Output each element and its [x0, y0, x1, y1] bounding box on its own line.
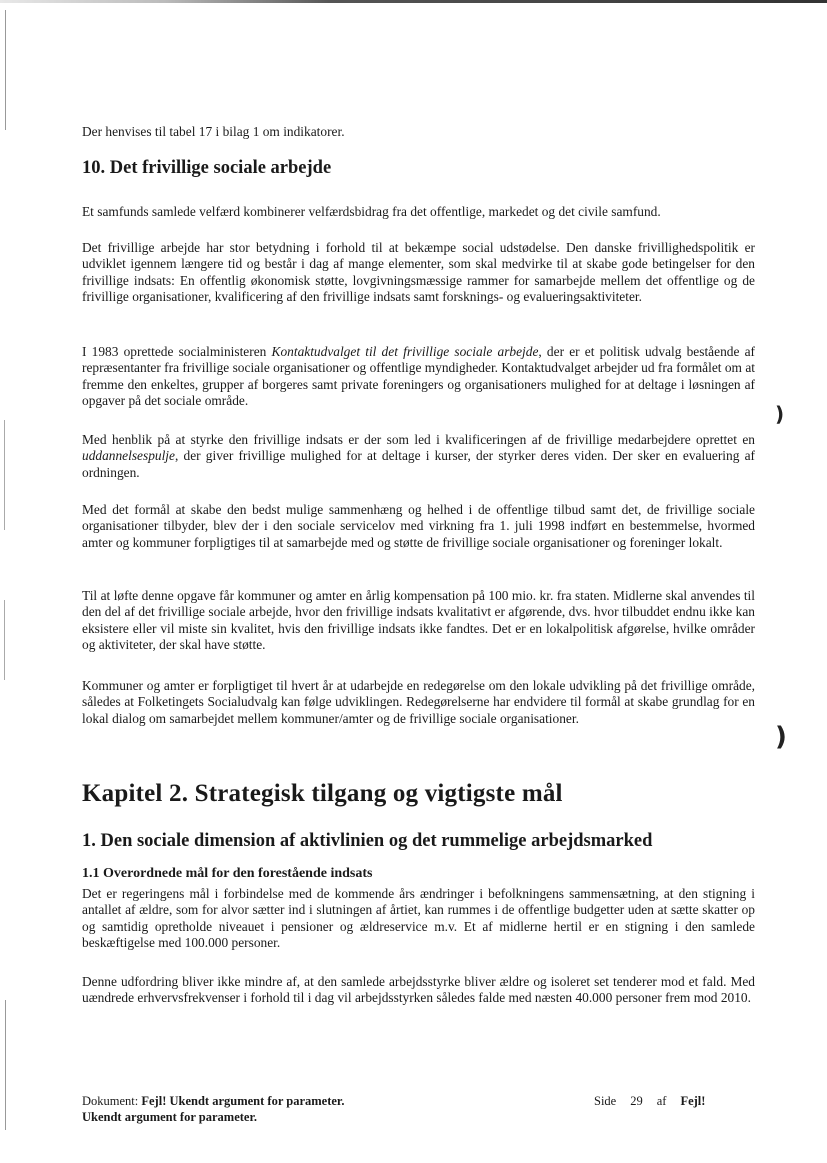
scan-mark-left	[4, 600, 5, 680]
paragraph: Til at løfte denne opgave får kommuner og amter en årlig kompensation på 100 mio. kr. fra staten. Midlerne skal anvendes til den del af det frivillige sociale arbejde, hvor den frivillige indsats kvalitativt er afgørende, dvs. hvor tilbuddet endnu ikke kan eksistere eller vil miste sin kvalitet, hvis den frivillige indsats ikke fandtes. Det er en lokalpolitisk afgørelse, hvilke områder og aktiviteter, der skal have støtte.	[82, 588, 755, 653]
paragraph: Kommuner og amter er forpligtiget til hvert år at udarbejde en redegørelse om den lokale udvikling på det frivillige område, således at Folketingets Socialudvalg kan følge udviklingen. Redegørelserne har endvidere til formål at skabe grundlag for en lokal dialog om samarbejdet mellem kommuner/amter og de frivillige sociale organisationer.	[82, 678, 755, 726]
subsection-heading: 1. Den sociale dimension af aktivlinien og det rummelige arbejdsmarked	[82, 831, 653, 851]
margin-bracket-mark: )	[775, 722, 787, 752]
footer-af-label: af	[656, 1094, 667, 1108]
margin-bracket-mark: )	[775, 402, 785, 426]
footer-document-info	[82, 1093, 502, 1125]
footer-total-error: Fejl!	[680, 1094, 706, 1108]
scan-mark-left	[5, 1000, 6, 1130]
italic-term: uddannelsespulje	[82, 448, 175, 464]
text-run: , der er et politisk udvalg bestående af repræsentanter fra frivillige sociale organisationer og offentlige myndigheder. Kontaktudvalget arbejder ud fra formålet om at fremme den enkeltes, grupper af borgeres samt private foreningers og organisationers mulighed for at deltage i løsningen af opgaver på det sociale område.	[82, 344, 755, 409]
paragraph: Det frivillige arbejde har stor betydning i forhold til at bekæmpe social udstødelse. Den danske frivillighedspolitik er udviklet igennem længere tid og består i dag af mange elementer, som skal medvirke til at skabe gode betingelser for den frivillige indsats: En offentlig økonomisk støtte, lovgivningsmæssige rammer for samarbejde mellem det offentlige og de frivillige organisationer, kvalificering af den frivillige indsats samt forsknings- og evalueringsaktiviteter.	[82, 240, 755, 305]
text-run: , der giver frivillige mulighed for at deltage i kurser, der styrker deres viden. Der sker en evaluering af ordningen.	[82, 448, 755, 480]
footer-doc-error-continued: Ukendt argument for parameter.	[82, 1110, 257, 1124]
paragraph: Denne udfordring bliver ikke mindre af, at den samlede arbejdsstyrke bliver ældre og isoleret set tenderer mod et fald. Med uændrede erhvervsfrekvenser i forhold til i dag vil arbejdsstyrken således falde med næsten 40.000 personer frem mod 2010.	[82, 974, 755, 1006]
footer-page-info	[594, 1093, 705, 1109]
footer-doc-error: Fejl! Ukendt argument for parameter.	[141, 1094, 345, 1108]
footer-side-label: Side	[594, 1094, 617, 1108]
paragraph	[82, 432, 755, 481]
paragraph: Et samfunds samlede velfærd kombinerer velfærdsbidrag fra det offentlige, markedet og det civile samfund.	[82, 204, 661, 219]
chapter-heading: Kapitel 2. Strategisk tilgang og vigtigste mål	[82, 780, 563, 807]
intro-paragraph: Der henvises til tabel 17 i bilag 1 om indikatorer.	[82, 124, 345, 139]
text-run: Med henblik på at styrke den frivillige indsats er der som led i kvalificeringen af de frivillige medarbejdere oprettet en	[82, 432, 755, 447]
section-heading: 10. Det frivillige sociale arbejde	[82, 158, 332, 178]
paragraph: Med det formål at skabe den bedst mulige sammenhæng og helhed i de offentlige tilbud samt det, de frivillige sociale organisationer tilbyder, blev der i den sociale servicelov med virkning fra 1. juli 1998 indført en bestemmelse, hvormed amter og kommuner forpligtiges til at samarbejde med og støtte de frivillige sociale organisationer og foreninger lokalt.	[82, 502, 755, 550]
footer-page-number: 29	[630, 1094, 643, 1108]
scan-mark-left	[4, 420, 5, 530]
text-run: I 1983 oprettede socialministeren	[82, 344, 272, 359]
footer-doc-label: Dokument:	[82, 1094, 142, 1108]
paragraph	[82, 344, 755, 410]
italic-term: Kontaktudvalget til det frivillige sociale arbejde	[271, 344, 539, 359]
subsubsection-heading: 1.1 Overordnede mål for den forestående indsats	[82, 866, 373, 881]
paragraph: Det er regeringens mål i forbindelse med de kommende års ændringer i befolkningens sammensætning, at den stigning i antallet af ældre, som for alvor sætter ind i slutningen af årtiet, kan rummes i de offentlige budgetter uden at sætte skatter op og samtidig opretholde niveauet i pensioner og ældreservice m.v. Et af midlerne hertil er en stigning i den samlede beskæftigelse med 100.000 personer.	[82, 886, 755, 951]
top-scan-edge	[0, 0, 827, 3]
scan-mark-left	[5, 10, 6, 130]
